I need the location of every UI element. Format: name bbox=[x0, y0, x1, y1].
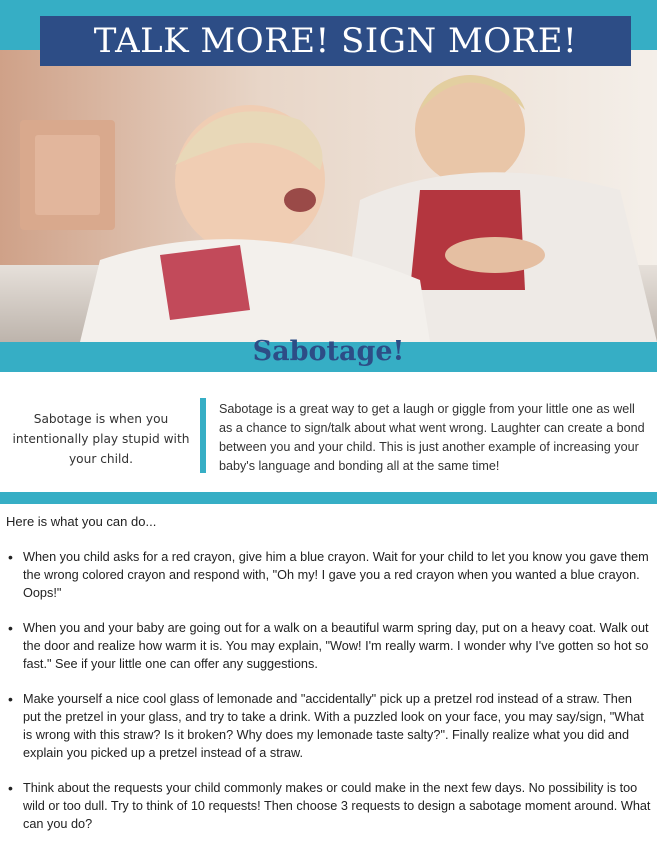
child-mouth bbox=[284, 188, 316, 212]
list-item bbox=[0, 548, 657, 602]
list-item bbox=[0, 779, 657, 833]
cabinet-inset bbox=[35, 135, 100, 215]
list-item-text: When you child asks for a red crayon, give him a blue crayon. Wait for your child to let you know you gave them the wrong colored crayon and respond with, "Oh my! I gave you a red crayon when you wanted a blue crayon. Oops!" bbox=[23, 550, 649, 600]
list-item-text: Think about the requests your child commonly makes or could make in the next few days. No possibility is too wild or too dull. Try to think of 10 requests! Then choose 3 requests to design a sabotage moment around. What can you do? bbox=[23, 781, 651, 831]
hero-photo bbox=[0, 50, 657, 342]
list-item-text: Make yourself a nice cool glass of lemonade and "accidentally" pick up a pretzel rod instead of a straw. Then put the pretzel in your glass, and try to take a drink. With a puzzled look on your face, you may say/sign, "What is wrong with this straw? Is it broken? Why does my lemonade taste salty?". Finally realize what you did and explain you picked up a pretzel instead of a straw. bbox=[23, 692, 644, 760]
photo-illustration bbox=[0, 50, 657, 342]
accent-bar bbox=[200, 398, 206, 473]
child-apron bbox=[160, 245, 250, 320]
list-item bbox=[0, 619, 657, 673]
bullet-icon: • bbox=[8, 691, 13, 707]
tips-list bbox=[0, 548, 657, 833]
section-title: Sabotage! bbox=[252, 336, 405, 367]
bullet-icon: • bbox=[8, 620, 13, 636]
description-text: Sabotage is a great way to get a laugh or giggle from your little one as well as a chance to sign/talk about what went wrong. Laughter can create a bond between you and your child. This is just another example of increasing your baby's language and bonding all at the same time! bbox=[219, 402, 645, 473]
section-divider bbox=[0, 492, 657, 504]
woman-hand bbox=[445, 237, 545, 273]
page-title: TALK MORE! SIGN MORE! bbox=[93, 21, 578, 61]
list-item-text: When you and your baby are going out for a walk on a beautiful warm spring day, put on a heavy coat. Walk out the door and realize how warm it is. You may explain, "Wow! I'm really warm. I wonder why I've gotten so hot so fast." See if your little one can offer any suggestions. bbox=[23, 621, 649, 671]
list-item bbox=[0, 690, 657, 762]
title-banner bbox=[40, 16, 631, 66]
definition-text: Sabotage is when you intentionally play stupid with your child. bbox=[12, 412, 190, 466]
bullet-icon: • bbox=[8, 780, 13, 796]
bullet-icon: • bbox=[8, 549, 13, 565]
intro-text: Here is what you can do... bbox=[6, 514, 157, 529]
